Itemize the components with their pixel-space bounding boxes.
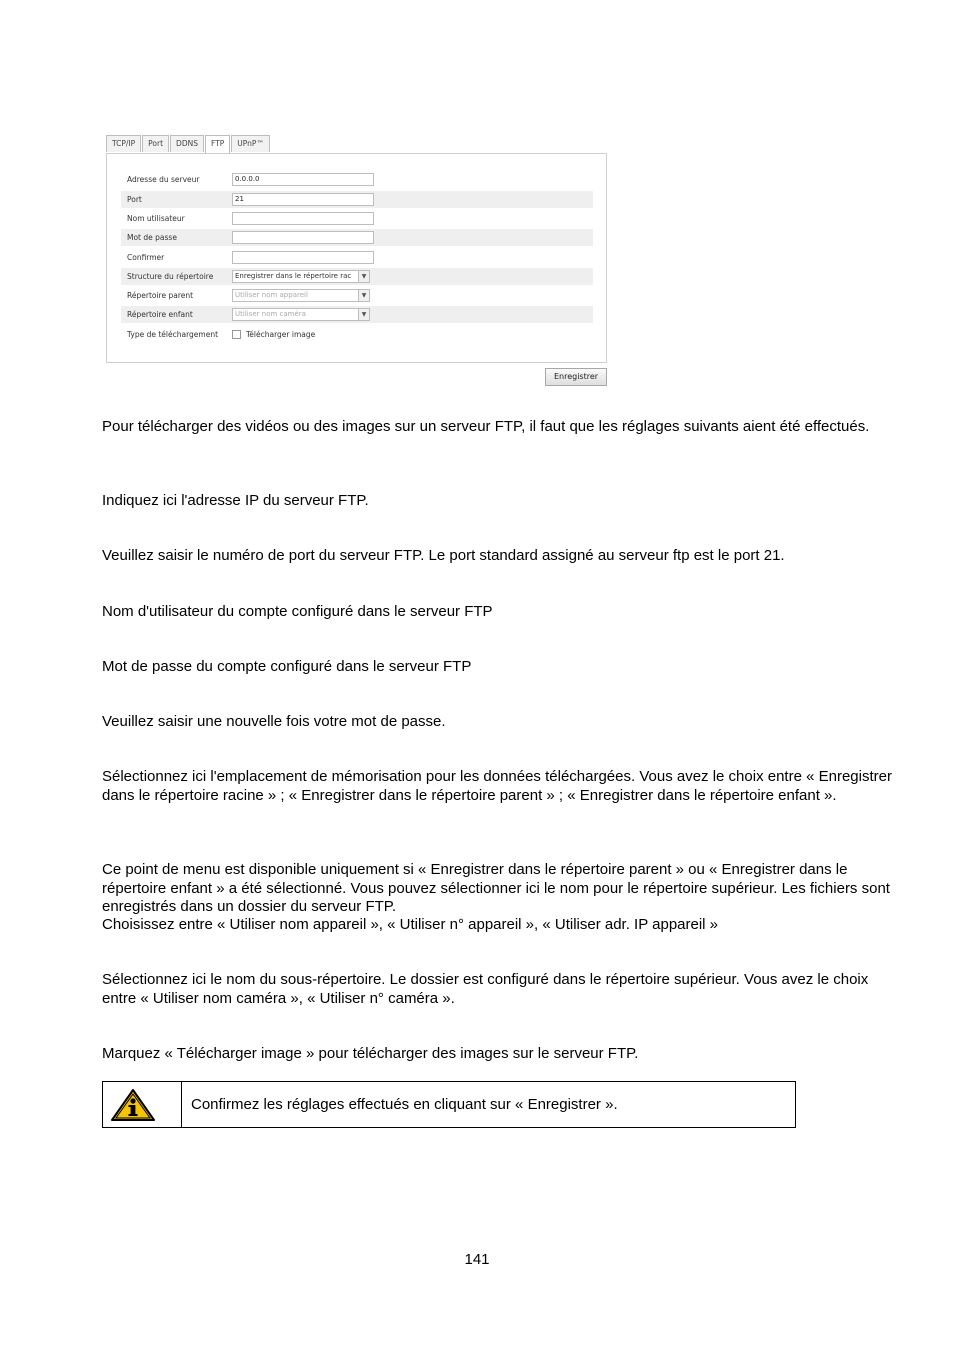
- password-description: Mot de passe du compte configuré dans le serveur FTP: [102, 658, 472, 675]
- tab-port[interactable]: Port: [142, 135, 169, 152]
- directory-structure-description: Sélectionnez ici l'emplacement de mémorisation pour les données téléchargées. Vous avez le choix entre « Enregistrer dans le répertoire racine » ; « Enregistrer dans le répertoire parent » ; « Enregistrer dans le répertoire enfant ».: [102, 768, 892, 804]
- upload-type-description: Marquez « Télécharger image » pour télécharger des images sur le serveur FTP.: [102, 1045, 639, 1062]
- password-label: Mot de passe: [127, 233, 177, 242]
- tab-tcpip[interactable]: TCP/IP: [106, 135, 141, 152]
- parent-directory-label: Répertoire parent: [127, 291, 194, 300]
- page-number: 141: [464, 1251, 490, 1268]
- directory-structure-label: Structure du répertoire: [127, 272, 214, 281]
- child-directory-label: Répertoire enfant: [127, 310, 193, 319]
- row-password: [121, 229, 593, 246]
- port-label: Port: [127, 195, 142, 204]
- note-icon-cell: [103, 1082, 182, 1127]
- row-parent-directory: [121, 287, 593, 304]
- warning-info-icon: [110, 1088, 156, 1122]
- upload-type-label: Type de téléchargement: [127, 330, 219, 339]
- row-confirm: [121, 249, 593, 266]
- tab-ftp[interactable]: FTP: [205, 135, 230, 154]
- row-username: [121, 210, 593, 227]
- server-address-input[interactable]: 0.0.0.0: [232, 173, 374, 186]
- confirm-input[interactable]: [232, 251, 374, 264]
- directory-structure-value: Enregistrer dans le répertoire rac: [235, 272, 352, 280]
- tab-upnp[interactable]: UPnP™: [231, 135, 270, 152]
- port-description: Veuillez saisir le numéro de port du serveur FTP. Le port standard assigné au serveur ftp est le port 21.: [102, 547, 785, 564]
- port-input[interactable]: 21: [232, 193, 374, 206]
- parent-directory-description: Ce point de menu est disponible uniquement si « Enregistrer dans le répertoire parent » ou « Enregistrer dans le répertoire enfant » a été sélectionné. Vous pouvez sélectionner ici le nom pour le répertoire supérieur. Les fichiers sont enregistrés dans un dossier du serveur FTP.: [102, 861, 890, 915]
- parent-directory-select[interactable]: [232, 289, 370, 302]
- note-text: Confirmez les réglages effectués en cliquant sur « Enregistrer ».: [191, 1096, 618, 1113]
- ftp-settings-screenshot: [106, 135, 607, 387]
- username-input[interactable]: [232, 212, 374, 225]
- directory-structure-select[interactable]: [232, 270, 370, 283]
- save-button[interactable]: Enregistrer: [545, 368, 607, 386]
- tab-ddns[interactable]: DDNS: [170, 135, 204, 152]
- upload-image-checkbox[interactable]: [232, 330, 241, 339]
- confirm-description: Veuillez saisir une nouvelle fois votre mot de passe.: [102, 713, 446, 730]
- username-description: Nom d'utilisateur du compte configuré dans le serveur FTP: [102, 603, 493, 620]
- info-note-box: [102, 1081, 796, 1128]
- username-label: Nom utilisateur: [127, 214, 185, 223]
- child-directory-select[interactable]: [232, 308, 370, 321]
- parent-directory-value: Utiliser nom appareil: [235, 291, 308, 299]
- settings-tabs: [106, 135, 271, 153]
- dropdown-arrow-icon[interactable]: ▼: [358, 309, 369, 320]
- dropdown-arrow-icon[interactable]: ▼: [358, 290, 369, 301]
- row-server-address: [121, 171, 593, 188]
- parent-directory-options: Choisissez entre « Utiliser nom appareil », « Utiliser n° appareil », « Utiliser adr. IP appareil »: [102, 916, 719, 933]
- server-address-description: Indiquez ici l'adresse IP du serveur FTP.: [102, 492, 369, 509]
- child-directory-value: Utiliser nom caméra: [235, 310, 306, 318]
- dropdown-arrow-icon[interactable]: ▼: [358, 271, 369, 282]
- row-port: [121, 191, 593, 208]
- password-input[interactable]: [232, 231, 374, 244]
- confirm-label: Confirmer: [127, 253, 165, 262]
- child-directory-description: Sélectionnez ici le nom du sous-répertoire. Le dossier est configuré dans le répertoire supérieur. Vous avez le choix entre « Utiliser nom caméra », « Utiliser n° caméra ».: [102, 971, 869, 1007]
- server-address-label: Adresse du serveur: [127, 175, 200, 184]
- intro-paragraph: Pour télécharger des vidéos ou des images sur un serveur FTP, il faut que les réglages suivants aient été effectués.: [102, 418, 870, 435]
- row-child-directory: [121, 306, 593, 323]
- upload-image-checkbox-label: Télécharger image: [246, 330, 316, 339]
- ftp-settings-panel: [106, 153, 607, 363]
- row-directory-structure: [121, 268, 593, 285]
- row-upload-type: [121, 326, 593, 343]
